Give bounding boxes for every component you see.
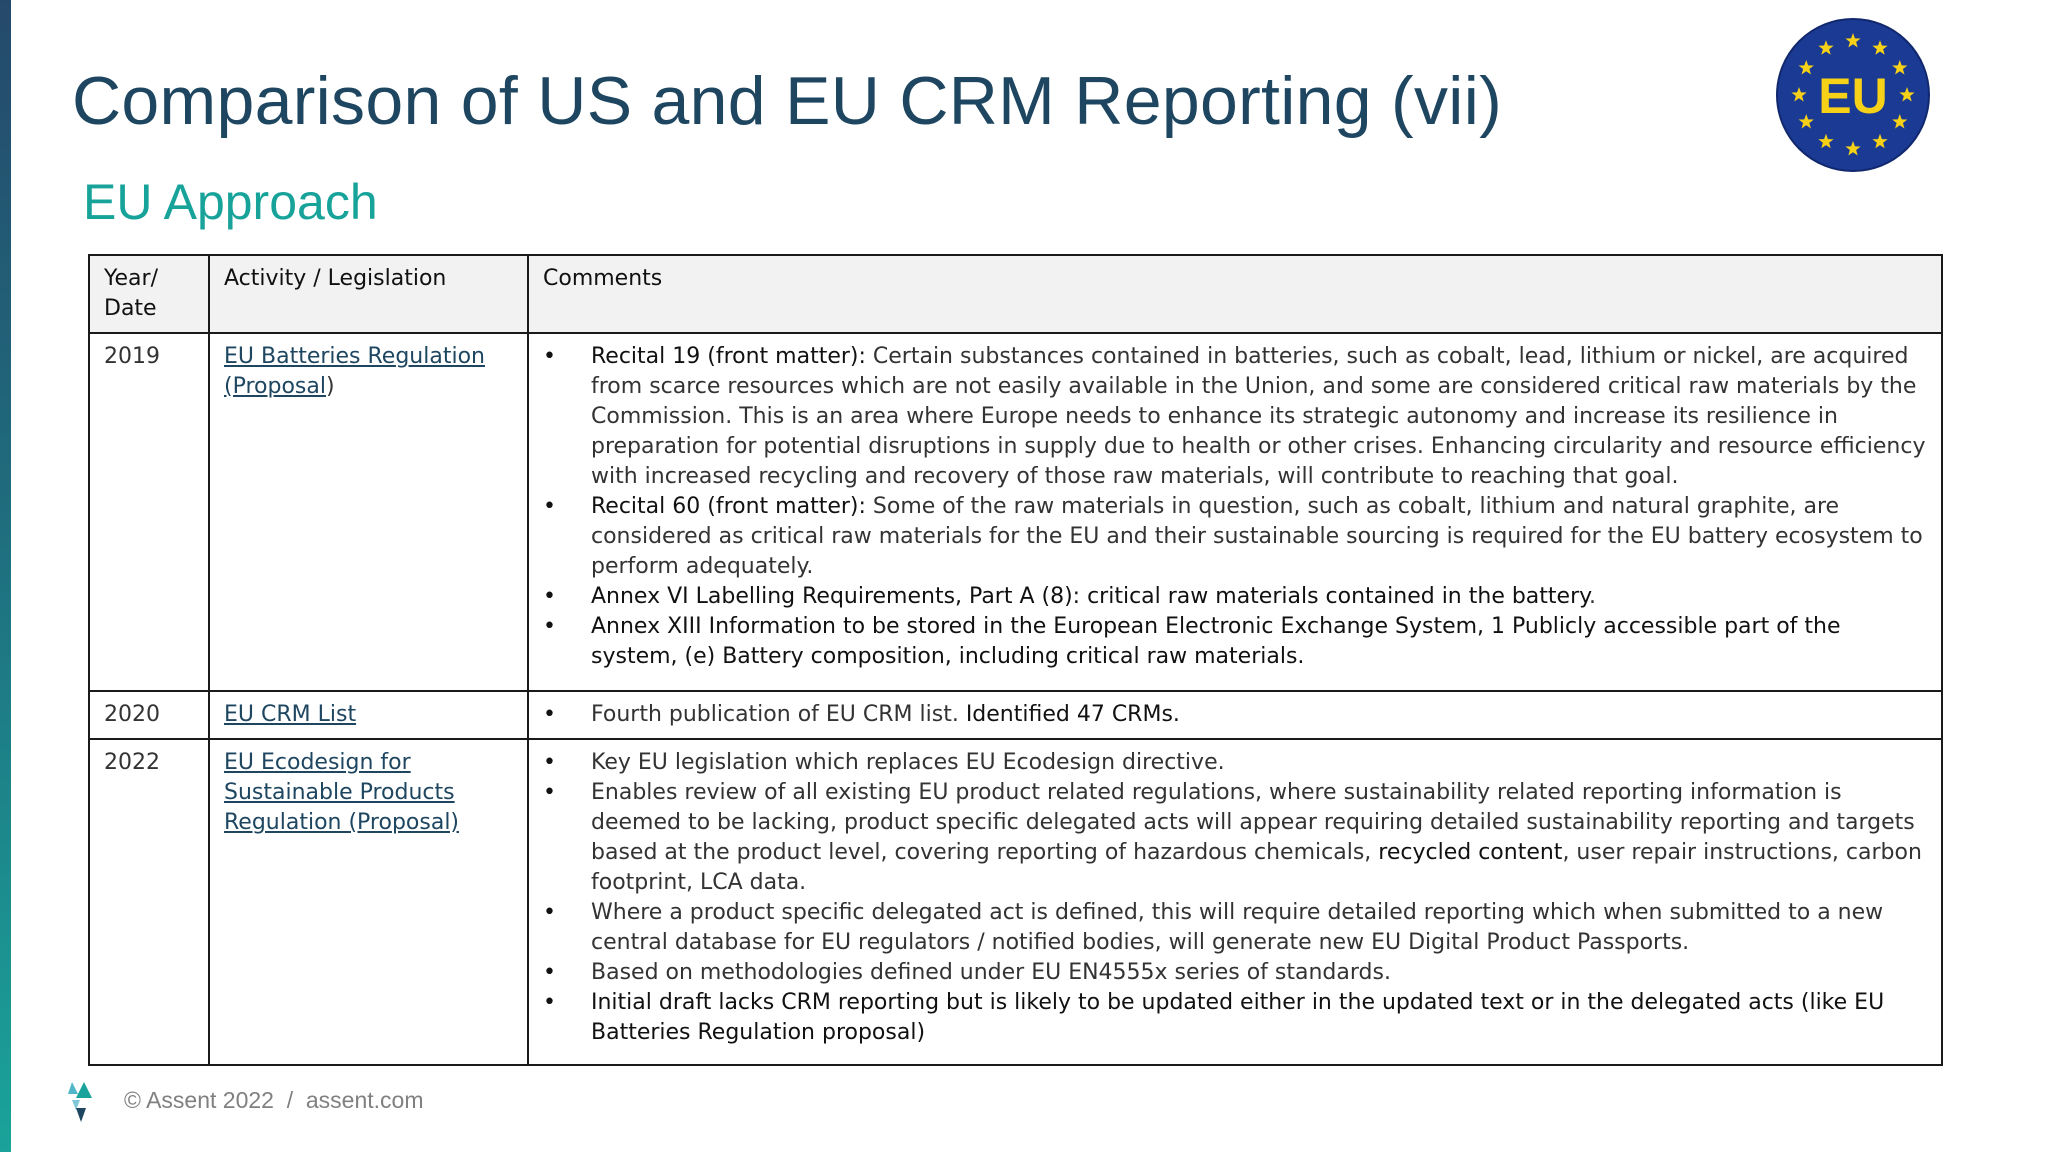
bold-lead: Annex VI Labelling Requirements, Part A (8): critical raw materials contained in the battery xyxy=(591,584,1590,609)
assent-logo-icon xyxy=(66,1080,96,1124)
bold-tail: Identified 47 CRMs. xyxy=(965,702,1180,727)
left-accent-bar xyxy=(0,0,11,1152)
bold-inline: recycled content xyxy=(1378,840,1563,865)
list-item xyxy=(543,342,1929,492)
bold-lead: Initial draft lacks CRM reporting but is likely to be updated either in the updated text or in the delegated acts (like EU Batteries Regulation proposal) xyxy=(591,990,1885,1045)
header-year-date: Year/ Date xyxy=(89,255,209,333)
year-cell: 2020 xyxy=(89,691,209,739)
list-item xyxy=(543,748,1929,778)
comments-list xyxy=(543,700,1929,730)
table-row-2022 xyxy=(89,739,1942,1065)
eu-batteries-regulation-link[interactable]: EU Batteries Regulation (Proposal xyxy=(224,344,485,399)
table-header-row xyxy=(89,255,1942,333)
list-item xyxy=(543,700,1929,730)
list-item xyxy=(543,898,1929,958)
eu-ecodesign-regulation-link[interactable]: EU Ecodesign for Sustainable Products Regulation (Proposal) xyxy=(224,750,460,835)
comment-text: . xyxy=(1589,584,1597,609)
comment-text: Where a product specific delegated act is defined, this will require detailed reporting which when submitted to a new central database for EU regulators / notified bodies, will generate new EU Digital Product Passports. xyxy=(591,900,1884,955)
table-row-2019 xyxy=(89,333,1942,691)
comments-list xyxy=(543,342,1929,672)
bold-lead: Recital 19 (front matter): xyxy=(591,344,866,369)
comment-text: Some of the raw materials in question, such as cobalt, lithium and natural graphite, are considered as critical raw materials for the EU and their sustainable sourcing is required for the EU battery ecosystem to perform adequately. xyxy=(591,494,1923,579)
activity-cell xyxy=(209,739,528,1065)
header-activity: Activity / Legislation xyxy=(209,255,528,333)
comments-cell xyxy=(528,333,1942,691)
list-item xyxy=(543,778,1929,898)
comment-text: , user repair instructions, carbon footprint, LCA data. xyxy=(591,840,1922,895)
comments-list xyxy=(543,748,1929,1048)
year-cell: 2019 xyxy=(89,333,209,691)
list-item xyxy=(543,612,1929,672)
comments-cell xyxy=(528,739,1942,1065)
header-comments: Comments xyxy=(528,255,1942,333)
activity-cell xyxy=(209,691,528,739)
comment-text: Key EU legislation which replaces EU Ecodesign directive. xyxy=(591,750,1225,775)
list-item xyxy=(543,582,1929,612)
list-item xyxy=(543,492,1929,582)
eu-flag-logo-icon xyxy=(1775,17,1931,173)
comment-text: Based on methodologies defined under EU EN4555x series of standards. xyxy=(591,960,1391,985)
comment-text: Enables review of all existing EU product related regulations, where sustainability related reporting information is deemed to be lacking, product specific delegated acts will appear requiring detailed sustainability reporting and targets based at the product level, covering reporting of hazardous chemicals, xyxy=(591,780,1915,865)
legislation-table xyxy=(88,254,1943,1066)
eu-crm-list-link[interactable]: EU CRM List xyxy=(224,702,357,727)
slide-subtitle: EU Approach xyxy=(83,174,378,230)
table-row-2020 xyxy=(89,691,1942,739)
bold-lead: Annex XIII Information to be stored in the European Electronic Exchange System, 1 Publicly accessible part of the system, (e) Battery composition, including critical raw materials. xyxy=(591,614,1841,669)
comment-text: Fourth publication of EU CRM list. xyxy=(591,702,966,727)
list-item xyxy=(543,958,1929,988)
comment-text: Certain substances contained in batteries, such as cobalt, lead, lithium or nickel, are acquired from scarce resources which are not easily available in the Union, and some are considered critical raw materials by the Commission. This is an area where Europe needs to enhance its strategic autonomy and increase its resilience in preparation for potential disruptions in supply due to health or other crises. Enhancing circularity and resource efficiency with increased recycling and recovery of those raw materials, will contribute to reaching that goal. xyxy=(591,344,1926,489)
footer-copyright: © Assent 2022 / assent.com xyxy=(124,1087,424,1113)
comments-cell xyxy=(528,691,1942,739)
bold-lead: Recital 60 (front matter): xyxy=(591,494,866,519)
activity-cell xyxy=(209,333,528,691)
activity-suffix: ) xyxy=(325,374,335,399)
year-cell: 2022 xyxy=(89,739,209,1065)
list-item xyxy=(543,988,1929,1048)
eu-logo-text: EU xyxy=(1818,68,1888,124)
slide-title: Comparison of US and EU CRM Reporting (vii) xyxy=(72,63,1503,139)
